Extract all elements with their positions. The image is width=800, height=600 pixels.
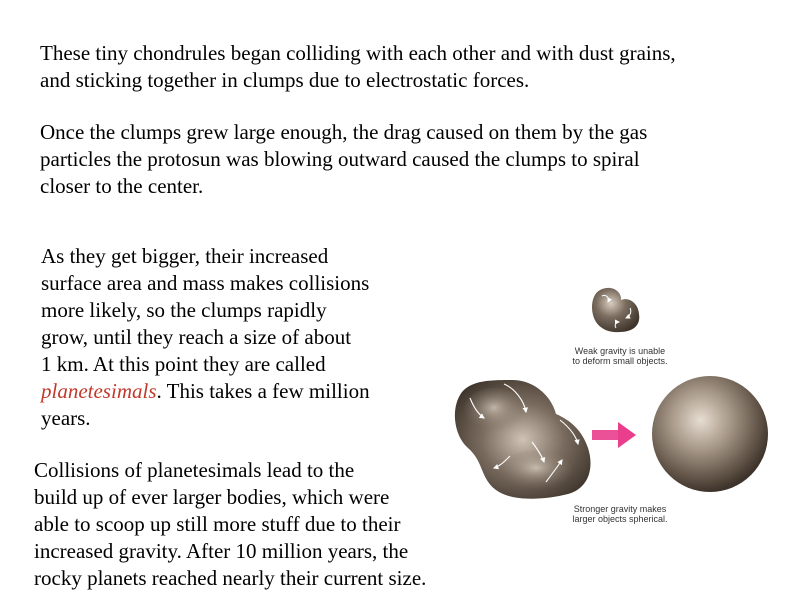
text-line: able to scoop up still more stuff due to their [34, 512, 401, 536]
caption-line: Weak gravity is unable [574, 346, 666, 356]
text-line: more likely, so the clumps rapidly [41, 298, 327, 322]
text-line: These tiny chondrules began colliding with each other and with dust grains, [40, 41, 676, 65]
text-line: build up of ever larger bodies, which were [34, 485, 390, 509]
text-line: As they get bigger, their increased [41, 244, 329, 268]
text-fragment: . This takes a few million [156, 379, 370, 403]
caption-large-object [560, 504, 680, 524]
text-line: closer to the center. [40, 174, 204, 198]
text-line: and sticking together in clumps due to electrostatic forces. [40, 68, 530, 92]
text-line: surface area and mass makes collisions [41, 271, 370, 295]
text-line: increased gravity. After 10 million years, the [34, 539, 409, 563]
term-planetesimals: planetesimals [41, 379, 157, 403]
text-line: Collisions of planetesimals lead to the [34, 458, 355, 482]
text-line: years. [41, 406, 91, 430]
paragraph-chondrules [40, 40, 676, 94]
paragraph-collisions [34, 457, 426, 592]
gravity-shape-figure [440, 270, 780, 530]
caption-small-object [562, 346, 678, 366]
paragraph-clumps-drag [40, 119, 647, 200]
small-object [592, 288, 639, 332]
text-line: rocky planets reached nearly their current size. [34, 566, 427, 590]
caption-line: Stronger gravity makes [573, 504, 667, 514]
text-line [41, 378, 370, 405]
text-line: 1 km. At this point they are called [41, 352, 326, 376]
text-line: particles the protosun was blowing outward caused the clumps to spiral [40, 147, 640, 171]
transition-arrow [592, 422, 636, 448]
caption-line: to deform small objects. [572, 356, 668, 366]
paragraph-planetesimals [41, 243, 370, 432]
text-line: grow, until they reach a size of about [41, 325, 352, 349]
spherical-object [652, 376, 768, 492]
caption-line: larger objects spherical. [572, 514, 668, 524]
large-irregular-object [455, 380, 591, 499]
text-line: Once the clumps grew large enough, the drag caused on them by the gas [40, 120, 648, 144]
